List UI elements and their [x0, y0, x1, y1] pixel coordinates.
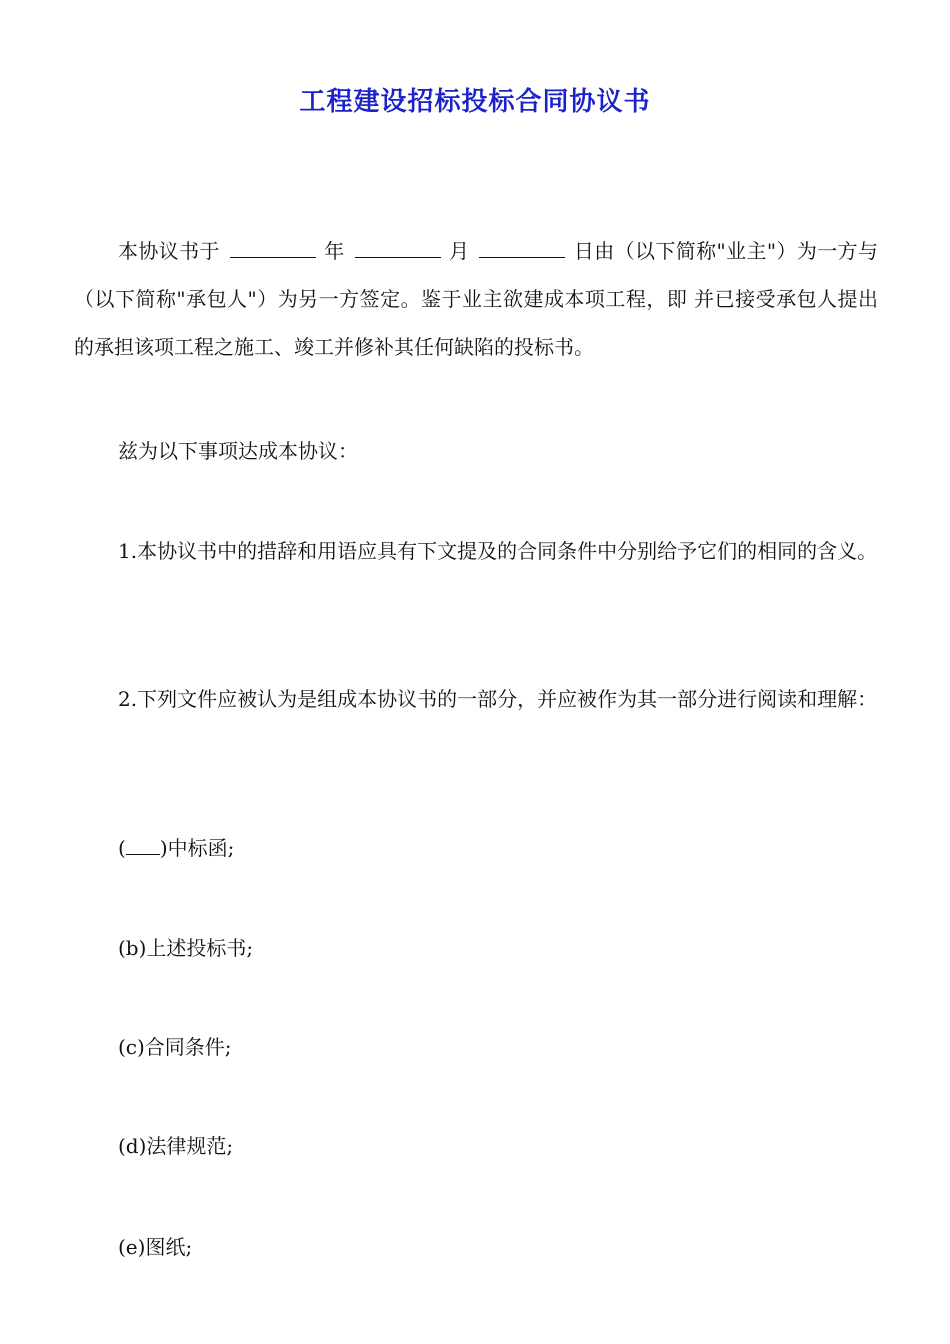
- item-a-open: (: [118, 836, 126, 860]
- year-label: 年: [323, 239, 345, 263]
- intro-prefix: 本协议书于: [118, 239, 220, 263]
- month-label: 月: [448, 239, 470, 263]
- day-blank: [479, 239, 565, 258]
- list-item-d: (d)法律规范;: [118, 1134, 234, 1158]
- clause-1-paragraph: 1.本协议书中的措辞和用语应具有下文提及的合同条件中分别给予它们的相同的含义。: [118, 539, 878, 563]
- list-item-c: (c)合同条件;: [118, 1035, 232, 1059]
- item-a-blank: [126, 836, 160, 855]
- list-item-a: [118, 828, 234, 868]
- agreement-paragraph: 兹为以下事项达成本协议：: [118, 439, 358, 463]
- intro-rest: 日由（以下简称"业主"）为一方与（以下简称"承包人"）为另一方签定。鉴于业主欲建成本项工程，即 并已接受承包人提出的承担该项工程之施工、竣工并修补其任何缺陷的投标书。: [74, 239, 879, 359]
- item-a-text: )中标函;: [159, 836, 235, 860]
- list-item-b: (b)上述投标书;: [118, 936, 254, 960]
- list-item-e: (e)图纸;: [118, 1235, 193, 1259]
- year-blank: [230, 239, 316, 258]
- page-title: 工程建设招标投标合同协议书: [299, 87, 651, 117]
- clause-2-paragraph: 2.下列文件应被认为是组成本协议书的一部分，并应被作为其一部分进行阅读和理解：: [118, 687, 878, 711]
- intro-paragraph: [74, 227, 878, 371]
- month-blank: [355, 239, 441, 258]
